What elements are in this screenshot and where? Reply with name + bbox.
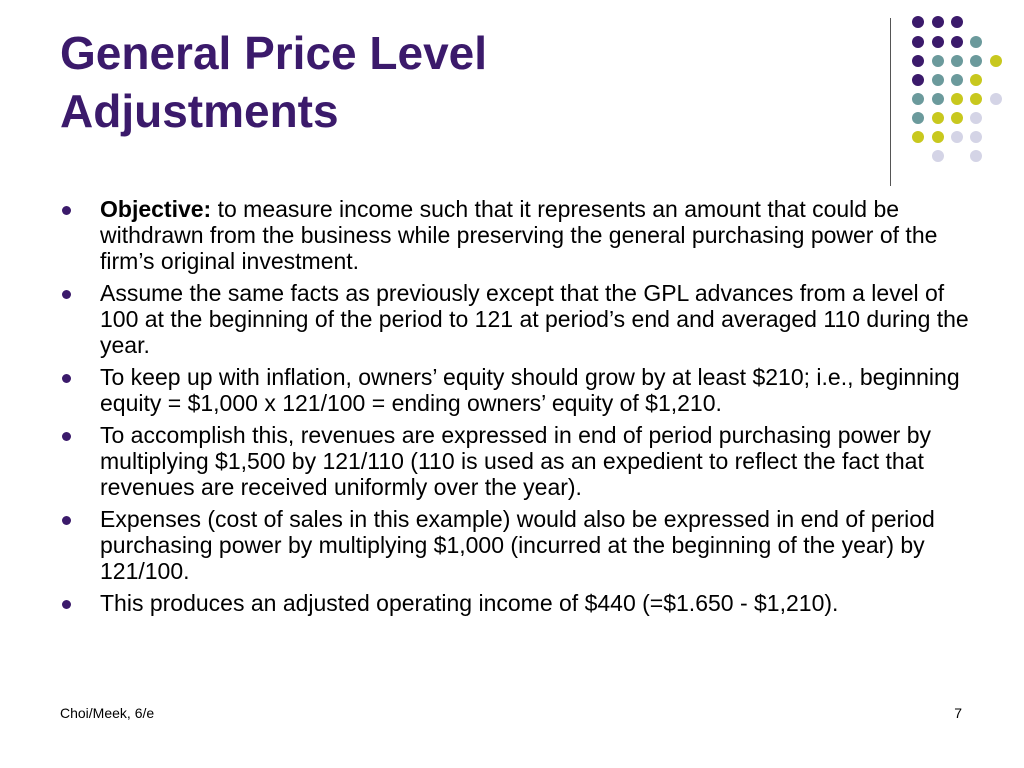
- bullet-text: This produces an adjusted operating income of $440 (=$1.650 - $1,210).: [100, 590, 839, 616]
- decor-dot: [932, 55, 944, 67]
- bullet-text: To accomplish this, revenues are expressed in end of period purchasing power by multiplying $1,500 by 121/110 (110 is used as an expedient to reflect the fact that revenues are received uniformly over the year).: [100, 422, 932, 500]
- bullet-text: to measure income such that it represents an amount that could be withdrawn from the business while preserving the general purchasing power of the firm’s original investment.: [100, 196, 938, 274]
- decor-dot: [970, 150, 982, 162]
- decor-dot: [912, 131, 924, 143]
- decor-dot: [932, 93, 944, 105]
- decor-dot: [932, 150, 944, 162]
- decor-dot: [951, 93, 963, 105]
- bullet-item: [60, 506, 975, 584]
- decor-dot: [912, 36, 924, 48]
- decor-dot: [970, 55, 982, 67]
- bullet-item: [60, 364, 975, 416]
- bullet-marker: [62, 600, 71, 609]
- bullet-marker: [62, 374, 71, 383]
- slide-title-line-2: Adjustments: [60, 85, 339, 137]
- decor-dot: [970, 112, 982, 124]
- bullet-marker: [62, 290, 71, 299]
- decor-dot: [932, 36, 944, 48]
- bullet-label: Objective:: [100, 196, 212, 222]
- decor-dot: [951, 55, 963, 67]
- bullet-text: Assume the same facts as previously except that the GPL advances from a level of 100 at the beginning of the period to 121 at period’s end and averaged 110 during the year.: [100, 280, 969, 358]
- decor-dot: [951, 16, 963, 28]
- footer-source: Choi/Meek, 6/e: [60, 705, 155, 721]
- page-number: 7: [954, 705, 962, 721]
- slide-title: [60, 24, 860, 140]
- decor-dot: [932, 131, 944, 143]
- bullet-text: To keep up with inflation, owners’ equity should grow by at least $210; i.e., beginning equity = $1,000 x 121/100 = ending owners’ equity of $1,210.: [100, 364, 960, 416]
- decor-dot: [951, 74, 963, 86]
- decor-dot: [912, 112, 924, 124]
- bullet-item: [60, 422, 975, 500]
- decor-dot: [951, 112, 963, 124]
- decor-dot: [951, 131, 963, 143]
- bullet-marker: [62, 206, 71, 215]
- decor-dot: [932, 112, 944, 124]
- decor-dot: [912, 93, 924, 105]
- bullet-text: Expenses (cost of sales in this example) would also be expressed in end of period purchasing power by multiplying $1,000 (incurred at the beginning of the year) by 121/100.: [100, 506, 935, 584]
- decor-dot: [932, 16, 944, 28]
- bullet-list: [60, 196, 975, 622]
- decor-dot: [990, 93, 1002, 105]
- bullet-item: [60, 280, 975, 358]
- decor-dot: [912, 74, 924, 86]
- bullet-item: [60, 196, 975, 274]
- decor-dot: [970, 131, 982, 143]
- decor-dot: [912, 55, 924, 67]
- decor-dot: [951, 36, 963, 48]
- bullet-marker: [62, 432, 71, 441]
- bullet-item: [60, 590, 975, 616]
- decor-dot: [970, 74, 982, 86]
- slide-title-line-1: General Price Level: [60, 27, 488, 79]
- decor-dot: [912, 16, 924, 28]
- decor-dot: [932, 74, 944, 86]
- bullet-marker: [62, 516, 71, 525]
- decor-dot: [970, 93, 982, 105]
- title-divider-line: [890, 18, 891, 186]
- decor-dot: [970, 36, 982, 48]
- decor-dot: [990, 55, 1002, 67]
